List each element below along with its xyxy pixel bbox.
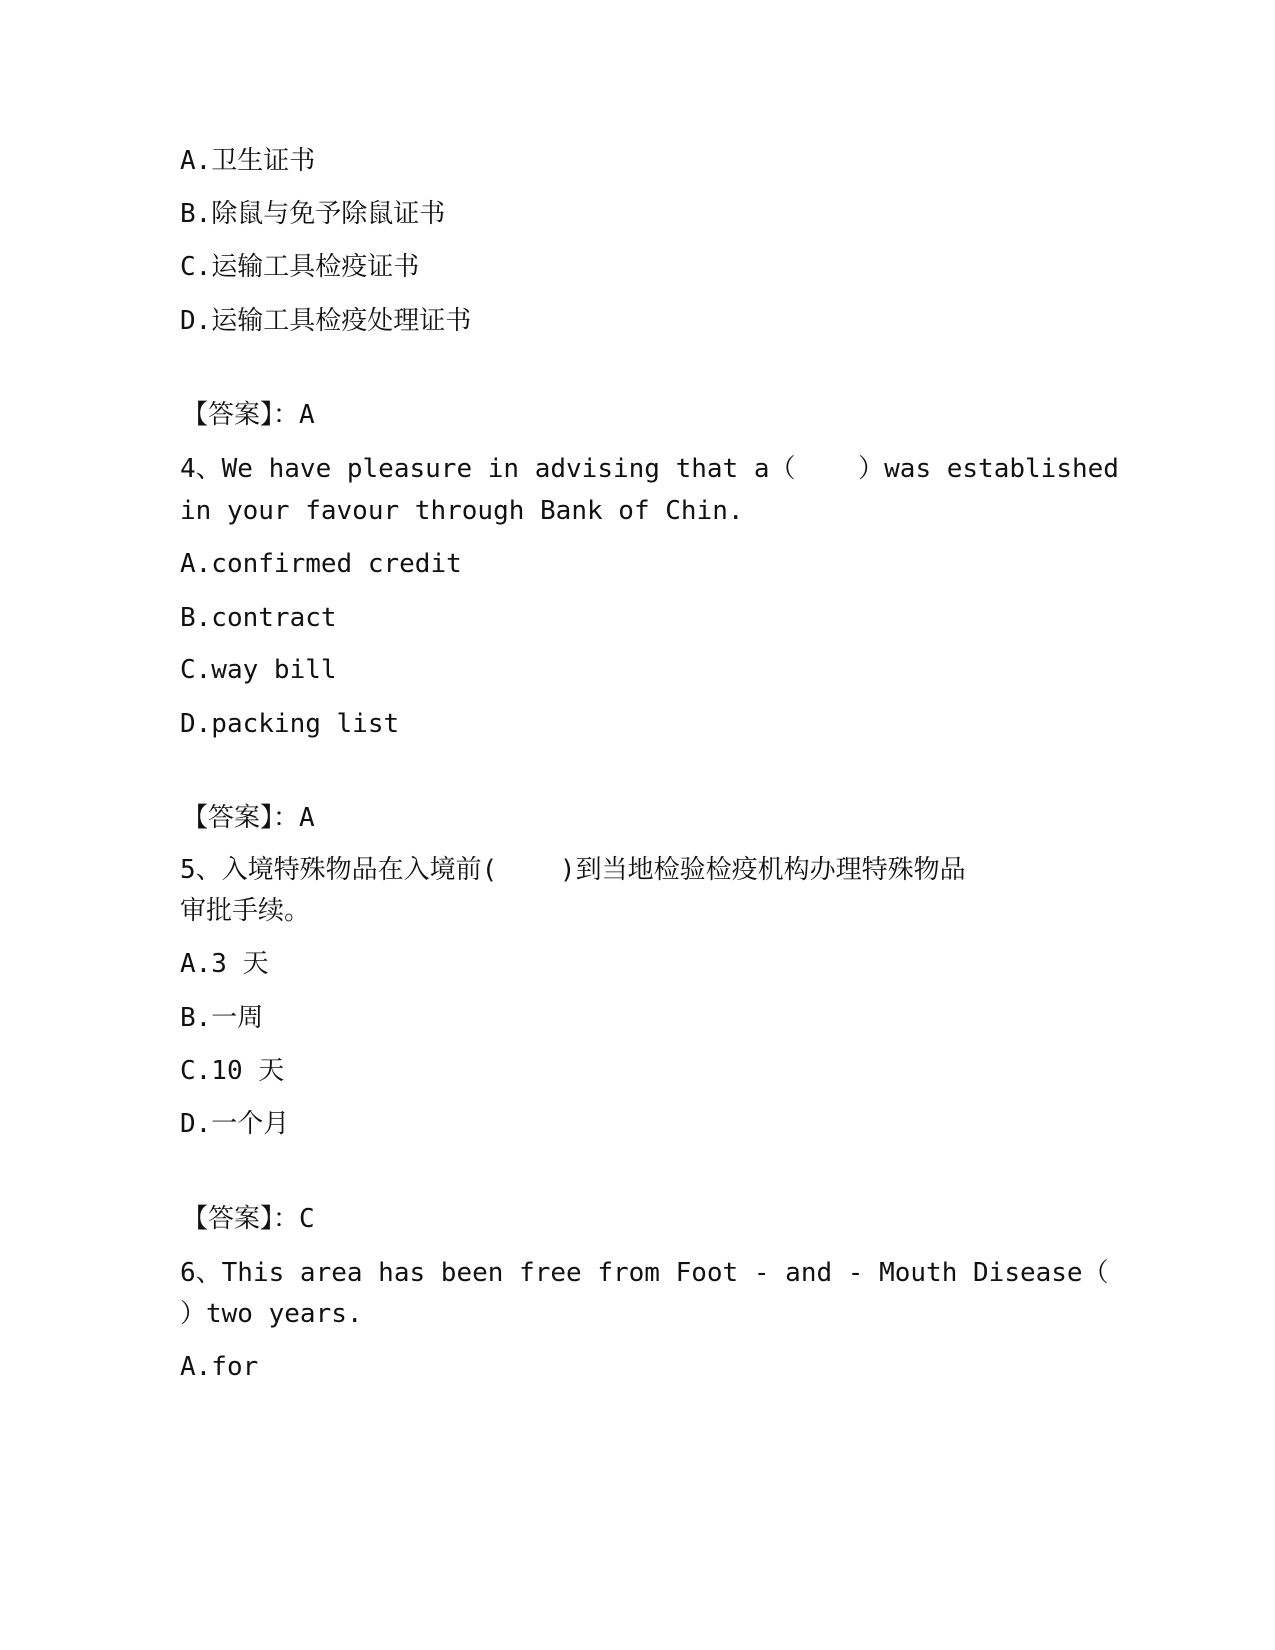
q6-stem-line-2: ）two years.	[180, 1299, 363, 1329]
q4-option-d: D.packing list	[180, 709, 400, 739]
q5-stem-line-1: 5、入境特殊物品在入境前( )到当地检验检疫机构办理特殊物品	[180, 855, 966, 885]
q5-option-c: C.10 天	[180, 1056, 285, 1086]
q4-stem-line-2: in your favour through Bank of Chin.	[180, 496, 744, 526]
q5-option-a: A.3 天	[180, 949, 269, 979]
q4-answer: 【答案】：A	[182, 803, 315, 833]
q3-option-b: B.除鼠与免予除鼠证书	[180, 199, 446, 229]
q5-stem-line-2: 审批手续。	[180, 896, 311, 926]
q6-option-a: A.for	[180, 1352, 259, 1382]
q6-stem-line-1: 6、This area has been free from Foot - and - Mouth Disease（	[180, 1258, 1109, 1288]
q5-option-d: D.一个月	[180, 1109, 290, 1139]
q5-answer: 【答案】：C	[182, 1204, 315, 1234]
q4-option-b: B.contract	[180, 603, 337, 633]
q3-option-d: D.运输工具检疫处理证书	[180, 306, 472, 336]
q3-option-c: C.运输工具检疫证书	[180, 252, 420, 282]
q3-option-a: A.卫生证书	[180, 146, 316, 176]
q4-option-a: A.confirmed credit	[180, 549, 462, 579]
q4-stem-line-1: 4、We have pleasure in advising that a（ ）was established	[180, 454, 1119, 484]
q5-option-b: B.一周	[180, 1003, 264, 1033]
q4-option-c: C.way bill	[180, 655, 337, 685]
q3-answer: 【答案】：A	[182, 400, 315, 430]
